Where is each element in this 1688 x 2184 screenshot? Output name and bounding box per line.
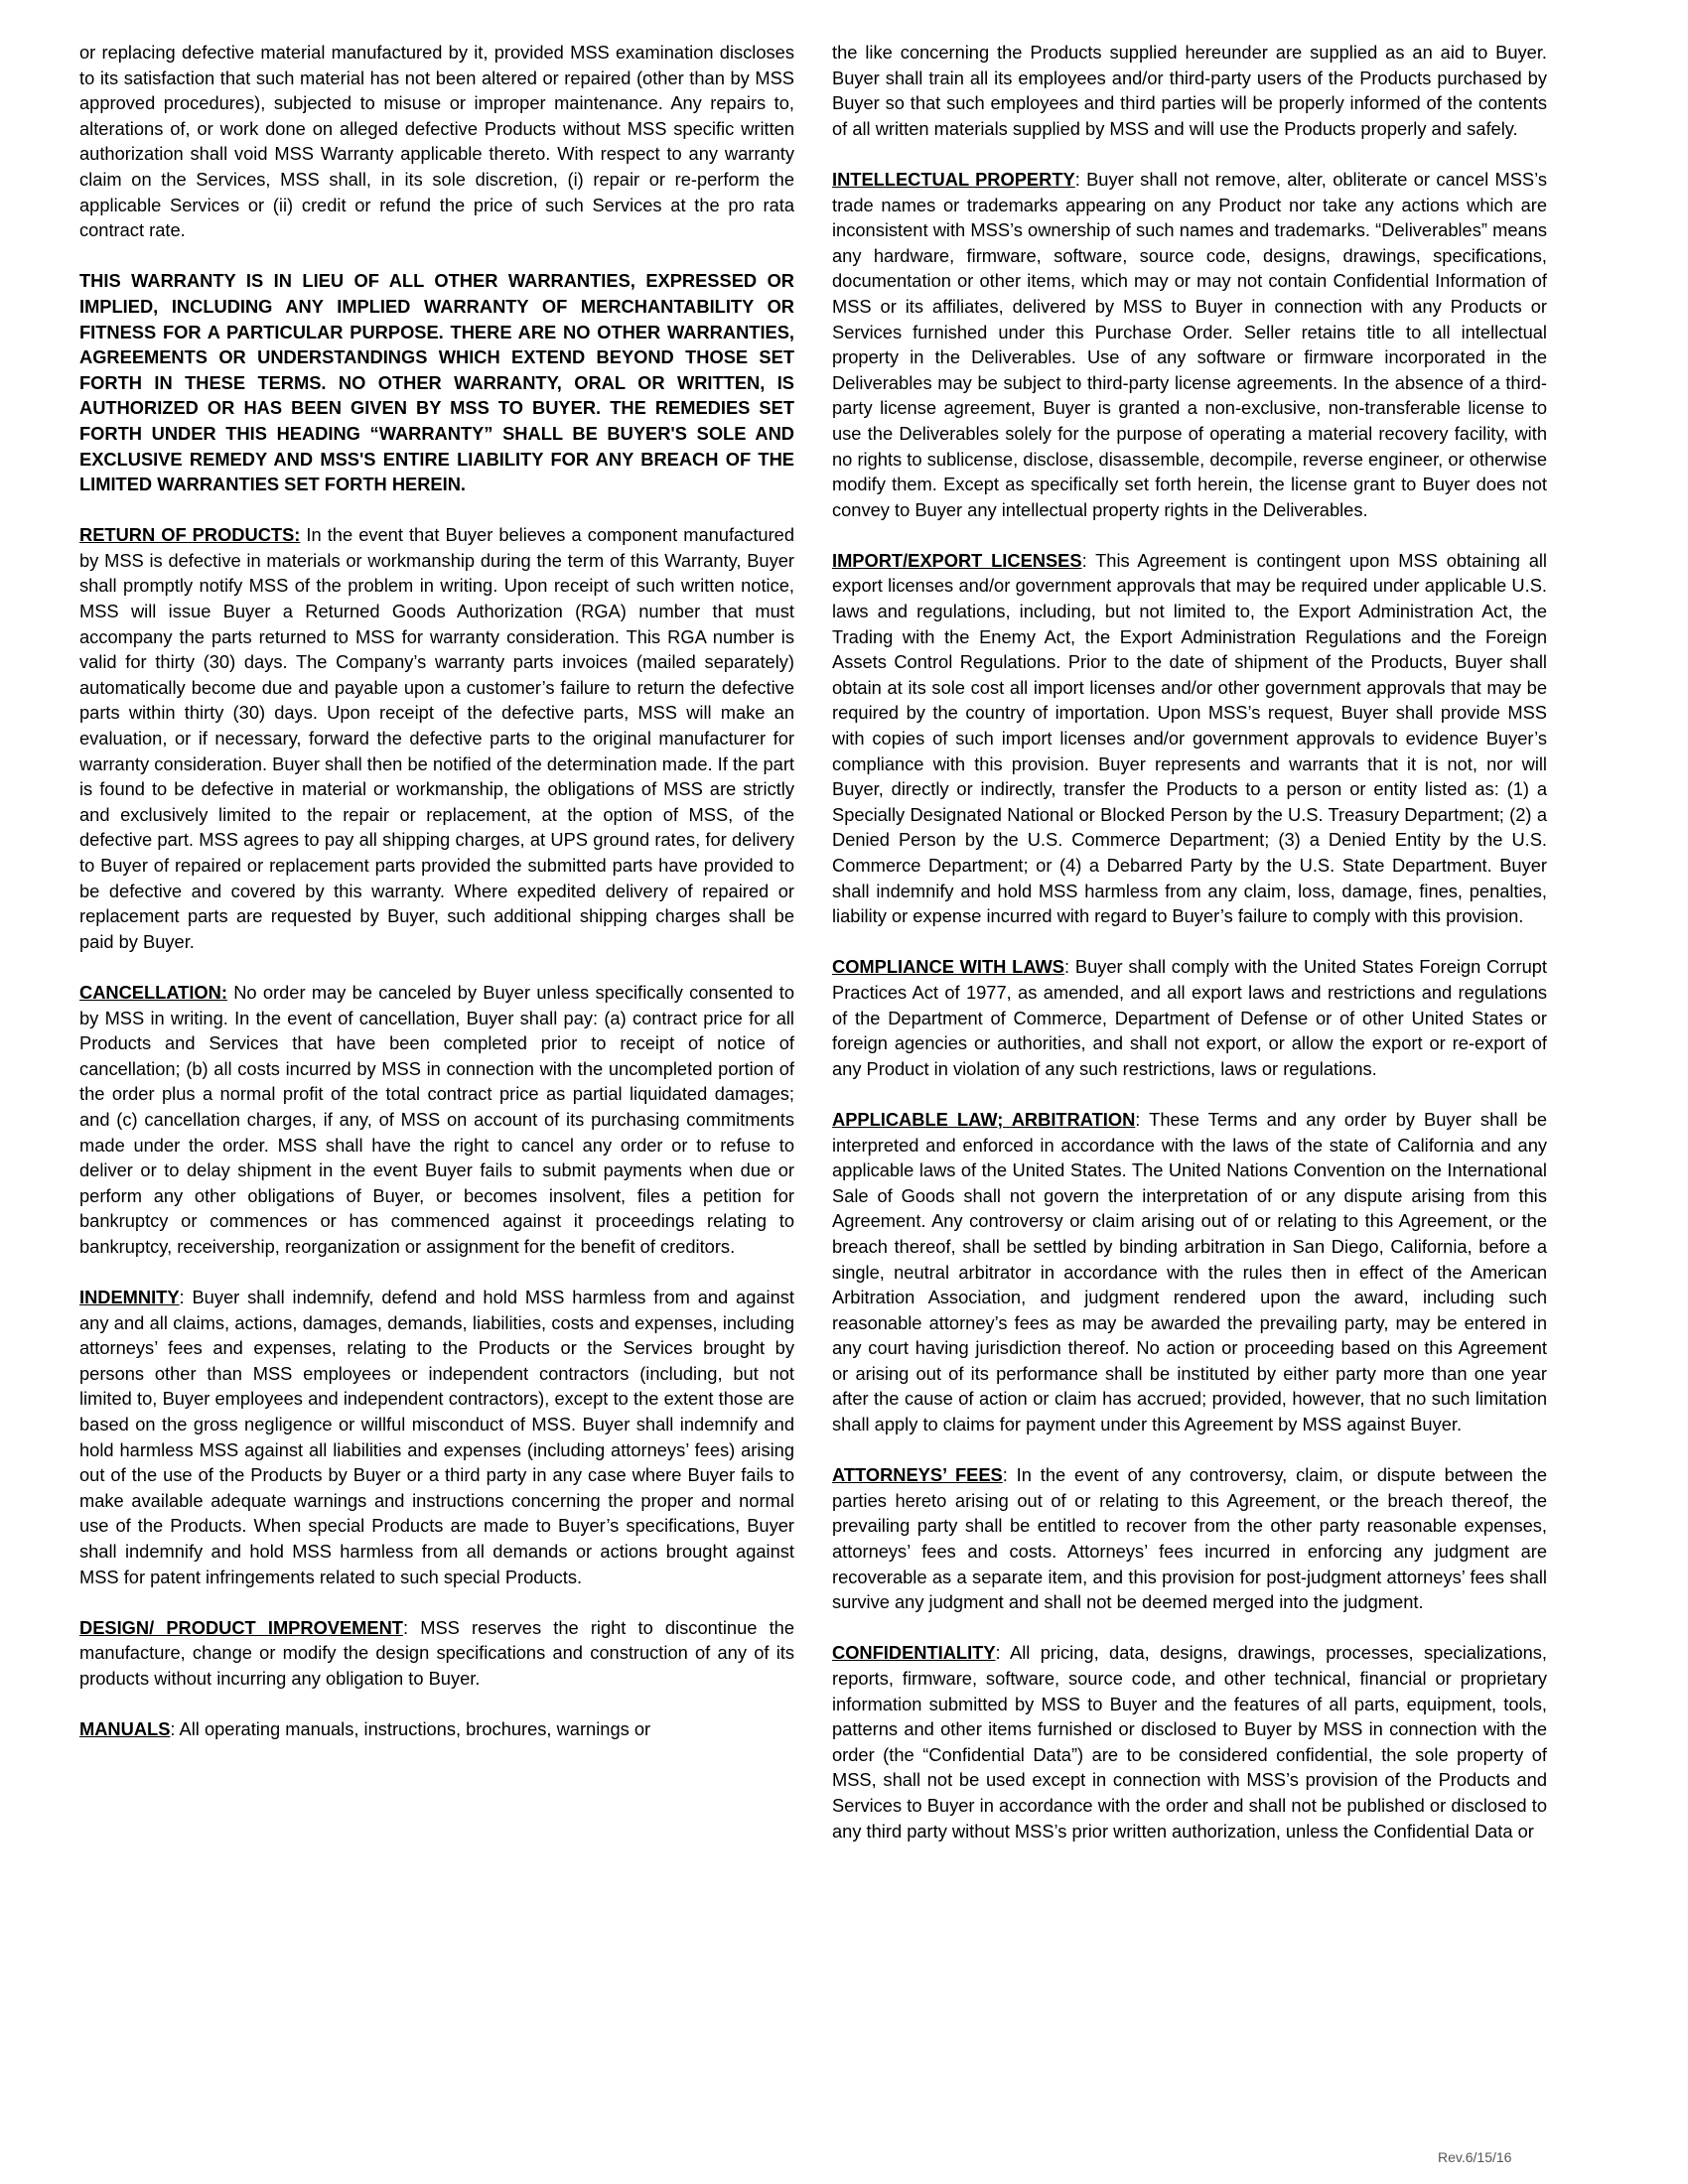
section-heading: ATTORNEYS’ FEES: [832, 1464, 1003, 1486]
section-heading: INTELLECTUAL PROPERTY: [832, 168, 1075, 190]
right-column: [832, 40, 1547, 1843]
cancellation-section: [79, 980, 794, 1260]
design-product-improvement-section: [79, 1615, 794, 1692]
return-of-products-section: [79, 522, 794, 954]
section-body: : All pricing, data, designs, drawings, processes, specializations, reports, firmware, software, source code, and other technical, financial or proprietary information submitted by MSS to Buyer and the features of all parts, equipment, tools, patterns and other items furnished or disclosed to Buyer by MSS in connection with the order (the “Confidential Data”) are to be considered confidential, the sole property of MSS, shall not be used except in connection with MSS’s provision of the Products and Services to Buyer in accordance with the order and shall not be published or disclosed to any third party without MSS’s prior written authorization, unless the Confidential Data or: [832, 1642, 1547, 1842]
left-column: [79, 40, 794, 1742]
section-heading: RETURN OF PRODUCTS:: [79, 524, 301, 546]
section-heading: IMPORT/EXPORT LICENSES: [832, 549, 1082, 571]
intellectual-property-section: [832, 167, 1547, 522]
section-heading: DESIGN/ PRODUCT IMPROVEMENT: [79, 1616, 403, 1638]
section-body: No order may be canceled by Buyer unless specifically consented to by MSS in writing. In the event of cancellation, Buyer shall pay: (a) contract price for all Products and Services that have been completed prior to receipt of notice of cancellation; (b) all costs incurred by MSS in connection with the uncompleted portion of the order plus a normal profit of the total contract price as partial liquidated damages; and (c) cancellation charges, if any, of MSS on account of its purchasing commitments made under the order. MSS shall have the right to cancel any order or to refuse to deliver or to delay shipment in the event Buyer fails to submit payments when due or perform any other obligations of Buyer, or becomes insolvent, files a petition for bankruptcy or commences or has commenced against it proceedings relating to bankruptcy, receivership, reorganization or assignment for the benefit of creditors.: [79, 981, 794, 1257]
paragraph-text: or replacing defective material manufactured by it, provided MSS examination discloses to its satisfaction that such material has not been altered or repaired (other than by MSS approved procedures), subjected to misuse or improper maintenance. Any repairs to, alterations of, or work done on alleged defective Products without MSS specific written authorization shall void MSS Warranty applicable thereto. With respect to any warranty claim on the Services, MSS shall, in its sole discretion, (i) repair or re-perform the applicable Services or (ii) credit or refund the price of such Services at the pro rata contract rate.: [79, 42, 794, 241]
confidentiality-section: [832, 1640, 1547, 1843]
section-heading: CONFIDENTIALITY: [832, 1642, 996, 1664]
attorneys-fees-section: [832, 1462, 1547, 1615]
section-body: : All operating manuals, instructions, brochures, warnings or: [170, 1718, 651, 1740]
warranty-disclaimer-paragraph: [79, 268, 794, 496]
section-heading: CANCELLATION:: [79, 981, 227, 1003]
section-heading: COMPLIANCE WITH LAWS: [832, 956, 1064, 978]
manuals-continuation-paragraph: [832, 40, 1547, 141]
compliance-with-laws-section: [832, 954, 1547, 1081]
paragraph-text: THIS WARRANTY IS IN LIEU OF ALL OTHER WARRANTIES, EXPRESSED OR IMPLIED, INCLUDING ANY IMPLIED WARRANTY OF MERCHANTABILITY OR FITNESS FOR A PARTICULAR PURPOSE. THERE ARE NO OTHER WARRANTIES, AGREEMENTS OR UNDERSTANDINGS WHICH EXTEND BEYOND THOSE SET FORTH IN THESE TERMS. NO OTHER WARRANTY, ORAL OR WRITTEN, IS AUTHORIZED OR HAS BEEN GIVEN BY MSS TO BUYER. THE REMEDIES SET FORTH UNDER THIS HEADING “WARRANTY” SHALL BE BUYER'S SOLE AND EXCLUSIVE REMEDY AND MSS'S ENTIRE LIABILITY FOR ANY BREACH OF THE LIMITED WARRANTIES SET FORTH HEREIN.: [79, 270, 794, 495]
section-body: : Buyer shall comply with the United States Foreign Corrupt Practices Act of 1977, as amended, and all export laws and restrictions and regulations of the Department of Commerce, Department of Defense or of other United States or foreign agencies or authorities, and shall not export, or allow the export or re-export of any Product in violation of any such restrictions, laws or regulations.: [832, 956, 1548, 1079]
section-body: In the event that Buyer believes a component manufactured by MSS is defective in materials or workmanship during the term of this Warranty, Buyer shall promptly notify MSS of the problem in writing. Upon receipt of such written notice, MSS will issue Buyer a Returned Goods Authorization (RGA) number that must accompany the parts returned to MSS for warranty consideration. This RGA number is valid for thirty (30) days. The Company’s warranty parts invoices (mailed separately) automatically become due and payable upon a customer’s failure to return the defective parts within thirty (30) days. Upon receipt of the defective parts, MSS will make an evaluation, or if necessary, forward the defective parts to the original manufacturer for warranty consideration. Buyer shall then be notified of the determination made. If the part is found to be defective in material or workmanship, the obligations of MSS are strictly and exclusively limited to the repair or replacement, at the option of MSS, of the defective part. MSS agrees to pay all shipping charges, at UPS ground rates, for delivery to Buyer of repaired or replacement parts provided the submitted parts have provided to be defective and covered by this warranty. Where expedited delivery of repaired or replacement parts are requested by Buyer, such additional shipping charges shall be paid by Buyer.: [79, 524, 794, 952]
import-export-licenses-section: [832, 548, 1547, 929]
section-body: : In the event of any controversy, claim, or dispute between the parties hereto arising out of or relating to this Agreement, or the breach thereof, the prevailing party shall be entitled to recover from the other party reasonable expenses, attorneys’ fees and costs. Attorneys’ fees incurred in enforcing any judgment are recoverable as a separate item, and this provision for post-judgment attorneys’ fees shall survive any judgment and shall not be deemed merged into the judgment.: [832, 1464, 1548, 1613]
section-body: : Buyer shall indemnify, defend and hold MSS harmless from and against any and all claims, actions, damages, demands, liabilities, costs and expenses, including attorneys’ fees and expenses, relating to the Products or the Services brought by persons other than MSS employees or independent contractors (including, but not limited to, Buyer employees and independent contractors), except to the extent those are based on the gross negligence or willful misconduct of MSS. Buyer shall indemnify and hold harmless MSS against all liabilities and expenses (including attorneys’ fees) arising out of the use of the Products by Buyer or a third party in any case where Buyer fails to make available adequate warnings and instructions concerning the proper and normal use of the Products. When special Products are made to Buyer’s specifications, Buyer shall indemnify and hold MSS harmless from all demands or actions brought against MSS for patent infringements related to such special Products.: [79, 1287, 794, 1587]
indemnity-section: [79, 1285, 794, 1589]
warranty-continuation-paragraph: [79, 40, 794, 243]
revision-label: Rev.6/15/16: [1438, 2149, 1512, 2165]
applicable-law-arbitration-section: [832, 1107, 1547, 1437]
section-body: : Buyer shall not remove, alter, obliterate or cancel MSS’s trade names or trademarks appearing on any Product nor take any actions which are inconsistent with MSS’s ownership of such names and trademarks. “Deliverables” means any hardware, firmware, software, source code, designs, drawings, specifications, documentation or other items, which may or may not contain Confidential Information of MSS or its affiliates, delivered by MSS to Buyer in connection with any Products or Services furnished under this Purchase Order. Seller retains title to all intellectual property in the Deliverables. Use of any software or firmware incorporated in the Deliverables may be subject to third-party license agreements. In the absence of a third-party license agreement, Buyer is granted a non-exclusive, non-transferable license to use the Deliverables solely for the purpose of operating a material recovery facility, with no rights to sublicense, disclose, disassemble, decompile, reverse engineer, or otherwise modify them. Except as specifically set forth herein, the license grant to Buyer does not convey to Buyer any intellectual property rights in the Deliverables.: [832, 168, 1547, 520]
section-body: : This Agreement is contingent upon MSS obtaining all export licenses and/or government approvals that may be required under applicable U.S. laws and regulations, including, but not limited to, the Export Administration Act, the Trading with the Enemy Act, the Export Administration Regulations and the Foreign Assets Control Regulations. Prior to the date of shipment of the Products, Buyer shall obtain at its sole cost all import licenses and/or other government approvals that may be required by the country of importation. Upon MSS’s request, Buyer shall provide MSS with copies of such import licenses and/or government approvals to evidence Buyer’s compliance with this provision. Buyer represents and warrants that it is not, nor will Buyer, directly or indirectly, transfer the Products to a person or entity listed as: (1) a Specially Designated National or Blocked Person by the U.S. Treasury Department; (2) a Denied Person by the U.S. Commerce Department; (3) a Denied Entity by the U.S. Commerce Department; or (4) a Debarred Party by the U.S. State Department. Buyer shall indemnify and hold MSS harmless from any claim, loss, damage, fines, penalties, liability or expense incurred with regard to Buyer’s failure to comply with this provision.: [832, 549, 1547, 927]
section-body: : MSS reserves the right to discontinue the manufacture, change or modify the design specifications and construction of any of its products without incurring any obligation to Buyer.: [79, 1616, 794, 1689]
manuals-section: [79, 1716, 794, 1742]
section-heading: MANUALS: [79, 1718, 171, 1740]
section-heading: INDEMNITY: [79, 1287, 180, 1308]
section-body: : These Terms and any order by Buyer shall be interpreted and enforced in accordance with the laws of the state of California and any applicable laws of the United States. The United Nations Convention on the International Sale of Goods shall not govern the interpretation of or any dispute arising from this Agreement. Any controversy or claim arising out of or relating to this Agreement, or the breach thereof, shall be settled by binding arbitration in San Diego, California, before a single, neutral arbitrator in accordance with the rules then in effect of the American Arbitration Association, and judgment rendered upon the award, including such reasonable attorney’s fees as may be awarded the prevailing party, may be entered in any court having jurisdiction thereof. No action or proceeding based on this Agreement or arising out of its performance shall be instituted by either party more than one year after the cause of action or claim has accrued; provided, however, that no such limitation shall apply to claims for payment under this Agreement by MSS against Buyer.: [832, 1108, 1547, 1435]
section-heading: APPLICABLE LAW; ARBITRATION: [832, 1108, 1136, 1130]
paragraph-text: the like concerning the Products supplied hereunder are supplied as an aid to Buyer. Buyer shall train all its employees and/or third-party users of the Products purchased by Buyer so that such employees and third parties will be properly informed of the contents of all written materials supplied by MSS and will use the Products properly and safely.: [832, 42, 1547, 139]
